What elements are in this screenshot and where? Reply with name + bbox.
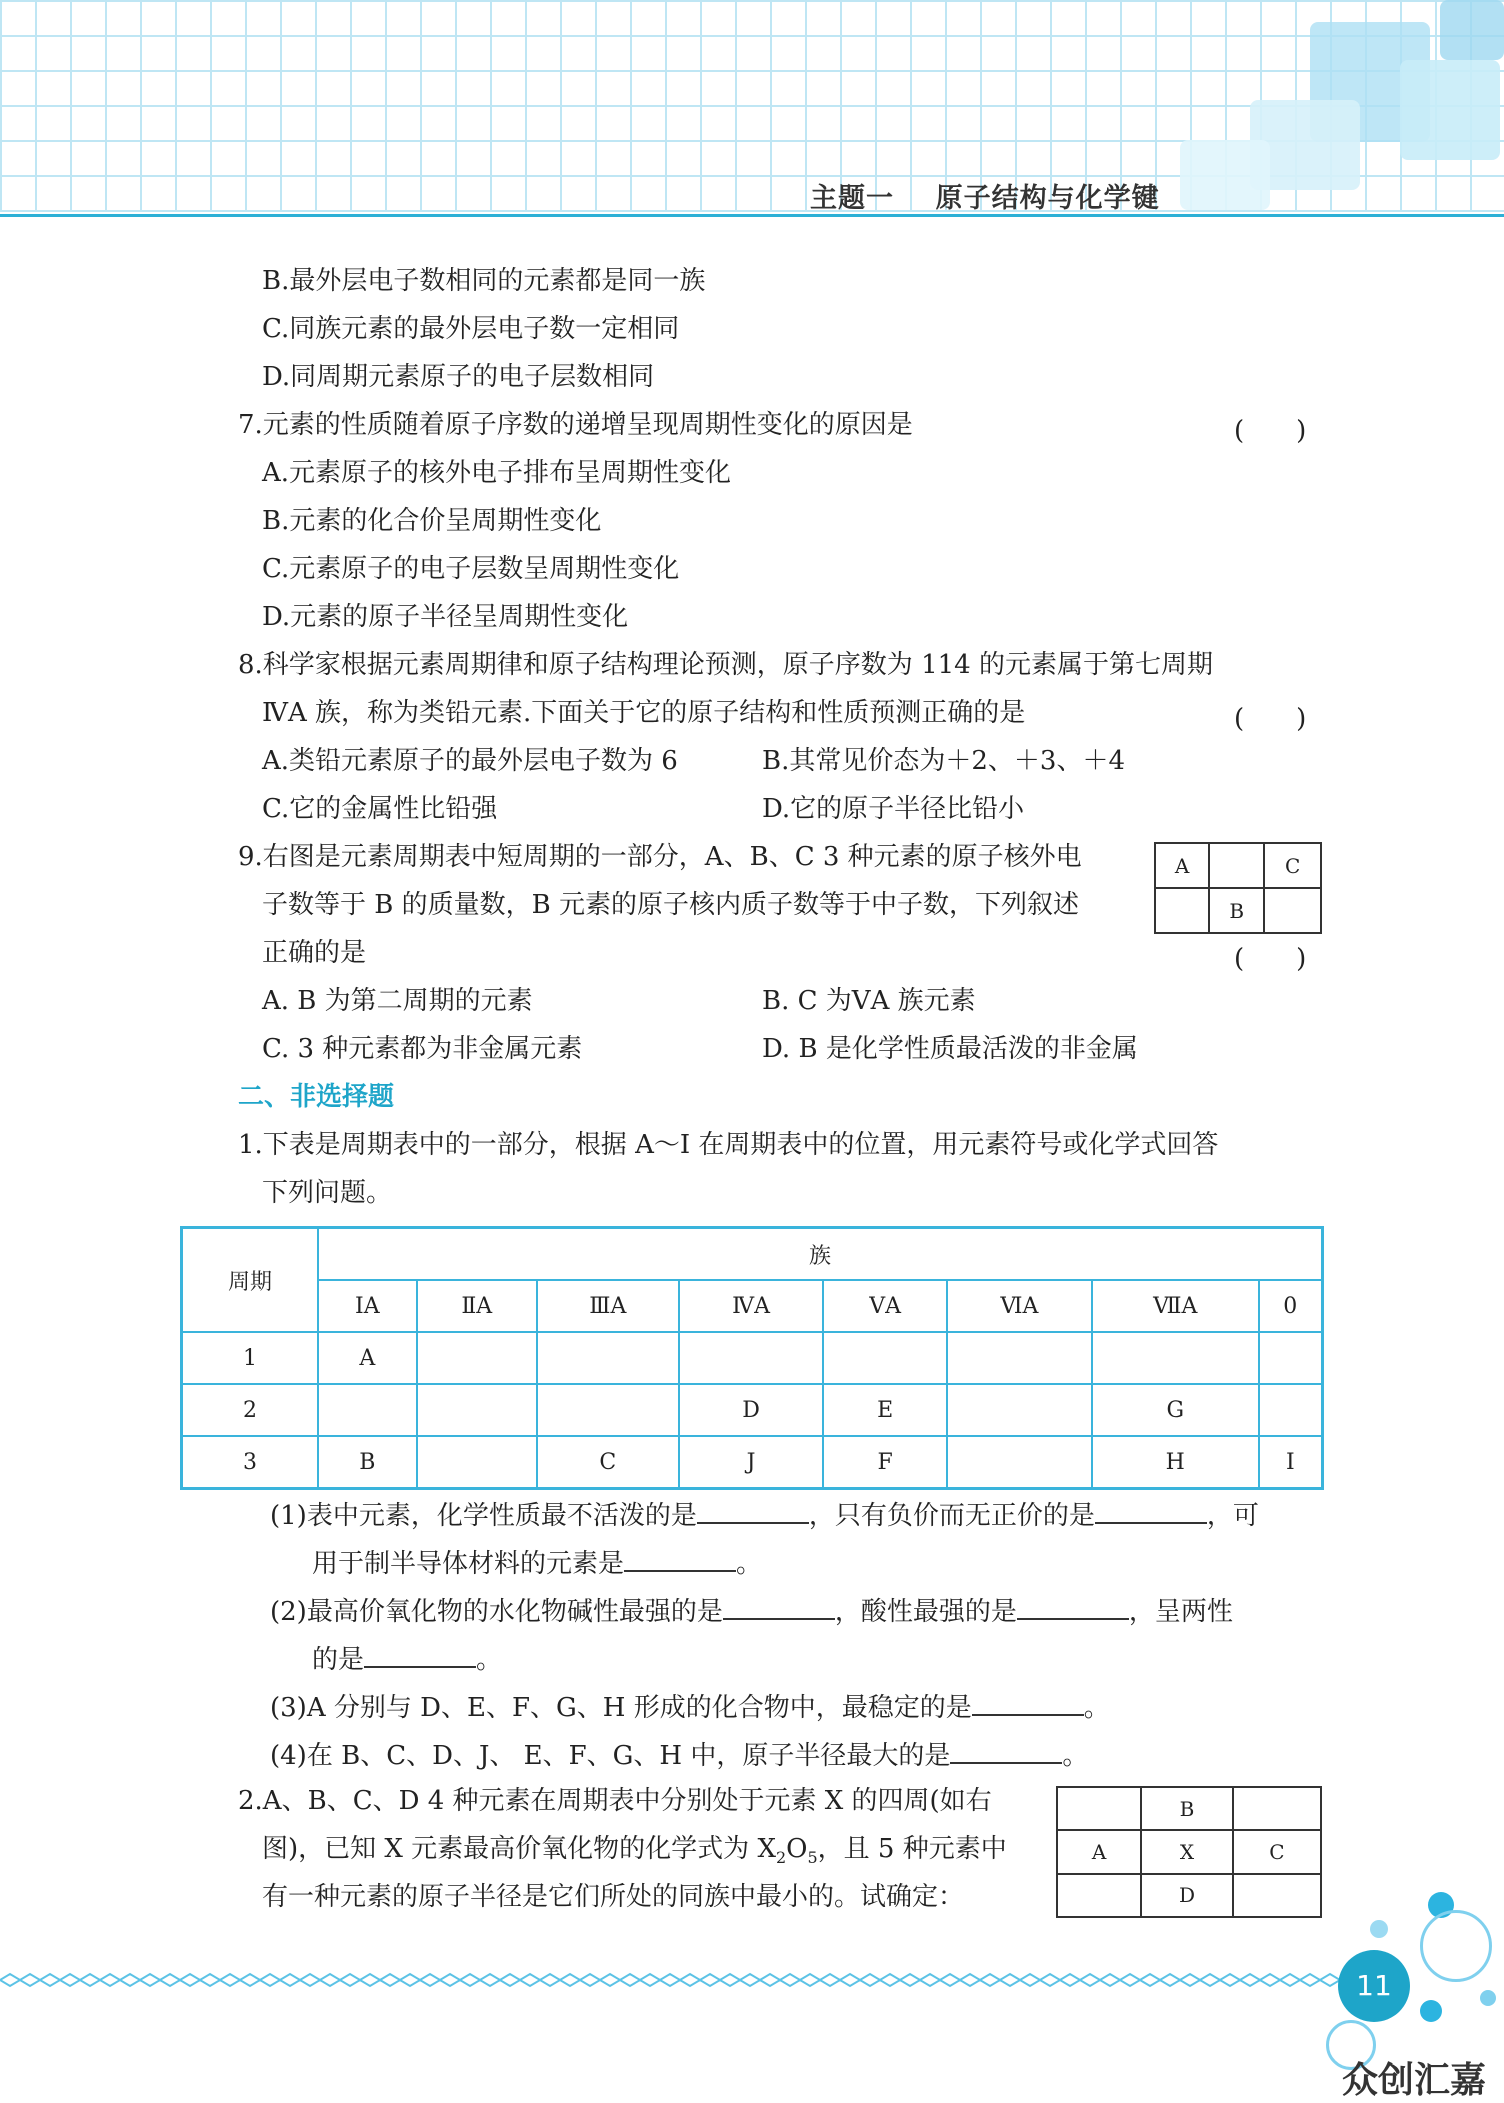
period-label: 2 [182, 1384, 319, 1436]
decor-ring [1420, 1910, 1492, 1982]
group-label: ⅤA [823, 1280, 947, 1332]
q8-option-d: D.它的原子半径比铅小 [762, 794, 1025, 824]
p2-grid-cell-d: D [1141, 1874, 1233, 1917]
table-cell [679, 1332, 824, 1384]
q7-option-d: D.元素的原子半径呈周期性变化 [262, 602, 629, 632]
q9-grid-cell [1209, 843, 1264, 888]
table-cell [318, 1384, 417, 1436]
q9-answer-paren: ( ) [1234, 944, 1307, 974]
p2-grid-cell [1233, 1874, 1321, 1917]
q9-grid-cell [1264, 888, 1321, 933]
q6-option-b: B.最外层电子数相同的元素都是同一族 [262, 266, 706, 296]
decor-cube [1440, 0, 1504, 60]
period-label: 1 [182, 1332, 319, 1384]
p2-element-grid [1056, 1786, 1322, 1918]
decor-cube [1180, 140, 1270, 210]
table-cell: H [1092, 1436, 1259, 1489]
table-cell [417, 1332, 537, 1384]
table-cell [417, 1384, 537, 1436]
table-row [182, 1332, 1323, 1384]
header-divider [0, 214, 1504, 217]
header-theme: 主题一 [810, 183, 894, 214]
watermark: 众创汇嘉 [1342, 2060, 1487, 2101]
table-cell: D [679, 1384, 824, 1436]
group-label: ⅥA [947, 1280, 1092, 1332]
subscript-5: 5 [807, 1848, 818, 1868]
q9-option-a: A. B 为第二周期的元素 [262, 986, 533, 1016]
sub2-text-b: ，酸性最强的是 [834, 1597, 1017, 1627]
answer-blank[interactable] [972, 1688, 1084, 1716]
table-cell: F [823, 1436, 947, 1489]
period-header: 周期 [182, 1228, 319, 1333]
table-cell: B [318, 1436, 417, 1489]
q7-stem: 7.元素的性质随着原子序数的递增呈现周期性变化的原因是 [238, 410, 913, 440]
q8-answer-paren: ( ) [1234, 704, 1307, 734]
p2-stem-line3: 有一种元素的原子半径是它们所处的同族中最小的。试确定： [262, 1882, 965, 1912]
q6-option-c: C.同族元素的最外层电子数一定相同 [262, 314, 680, 344]
sub4-text-a: (4)在 B、C、D、J、 E、F、G、H 中，原子半径最大的是 [270, 1741, 951, 1771]
p1-sub4 [270, 1736, 1088, 1773]
table-cell [947, 1384, 1092, 1436]
group-label: ⅣA [679, 1280, 824, 1332]
sub1-text-b: ，只有负价而无正价的是 [808, 1501, 1095, 1531]
q7-option-a: A.元素原子的核外电子排布呈周期性变化 [262, 458, 732, 488]
sub1-text-e: 。 [736, 1549, 763, 1579]
table-cell: A [318, 1332, 417, 1384]
sub2-text-c: ，呈两性 [1128, 1597, 1233, 1627]
table-cell: G [1092, 1384, 1259, 1436]
q8-option-b: B.其常见价态为＋2、＋3、＋4 [762, 746, 1125, 776]
p2-grid-cell-c: C [1233, 1830, 1321, 1873]
group-label: ⅦA [1092, 1280, 1259, 1332]
table-cell [537, 1332, 679, 1384]
answer-blank[interactable] [364, 1640, 476, 1668]
q8-option-a: A.类铅元素原子的最外层电子数为 6 [262, 746, 678, 776]
table-row [182, 1436, 1323, 1489]
answer-blank[interactable] [697, 1496, 809, 1524]
group-label: ⅡA [417, 1280, 537, 1332]
p2-text-c: ，且 5 种元素中 [817, 1834, 1007, 1864]
q9-stem-line2: 子数等于 B 的质量数，B 元素的原子核内质子数等于中子数，下列叙述 [262, 890, 1080, 920]
p2-text-a: 图)，已知 X 元素最高价氧化物的化学式为 X [262, 1834, 776, 1864]
q9-grid-cell-c: C [1264, 843, 1321, 888]
header-title: 原子结构与化学键 [935, 183, 1160, 214]
sub3-text-a: (3)A 分别与 D、E、F、G、H 形成的化合物中，最稳定的是 [270, 1693, 972, 1723]
p2-grid-cell-a: A [1057, 1830, 1141, 1873]
section-title: 二、非选择题 [238, 1082, 395, 1112]
sub2-text-a: (2)最高价氧化物的水化物碱性最强的是 [270, 1597, 723, 1627]
q8-stem-line2: ⅣA 族，称为类铅元素.下面关于它的原子结构和性质预测正确的是 [262, 698, 1026, 728]
decor-dot [1420, 2000, 1442, 2022]
sub2-text-e: 。 [476, 1645, 503, 1675]
p2-grid-cell-x: X [1141, 1830, 1233, 1873]
answer-blank[interactable] [950, 1736, 1062, 1764]
periodic-table [180, 1226, 1324, 1490]
table-cell [823, 1332, 947, 1384]
p2-text-o: O [786, 1834, 808, 1864]
sub3-text-b: 。 [1083, 1693, 1110, 1723]
q9-stem-line3: 正确的是 [262, 938, 367, 968]
q7-answer-paren: ( ) [1234, 416, 1307, 446]
table-cell [1092, 1332, 1259, 1384]
table-cell: J [679, 1436, 824, 1489]
p2-stem-line2 [262, 1832, 1007, 1875]
answer-blank[interactable] [1017, 1592, 1129, 1620]
q9-grid-cell-a: A [1155, 843, 1209, 888]
q8-stem-line1: 8.科学家根据元素周期律和原子结构理论预测，原子序数为 114 的元素属于第七周期 [238, 650, 1213, 680]
table-cell [1259, 1384, 1323, 1436]
group-label: ⅢA [537, 1280, 679, 1332]
decor-dot [1370, 1920, 1388, 1938]
q9-element-grid [1154, 842, 1322, 934]
q9-grid-cell [1155, 888, 1209, 933]
sub2-text-d: 的是 [312, 1645, 365, 1675]
table-cell [537, 1384, 679, 1436]
sub4-text-b: 。 [1062, 1741, 1089, 1771]
page-header [810, 176, 1160, 215]
q9-option-d: D. B 是化学性质最活泼的非金属 [762, 1034, 1138, 1064]
table-cell [417, 1436, 537, 1489]
decor-cube [1400, 60, 1500, 160]
p1-stem-line2: 下列问题。 [262, 1178, 393, 1208]
q9-option-b: B. C 为ⅤA 族元素 [762, 986, 976, 1016]
sub1-text-d: 用于制半导体材料的元素是 [312, 1549, 625, 1579]
p1-sub2-line2 [312, 1640, 502, 1677]
p1-sub1-line2 [312, 1544, 762, 1581]
p2-grid-cell [1057, 1874, 1141, 1917]
group-label: ⅠA [318, 1280, 417, 1332]
sub1-text-a: (1)表中元素，化学性质最不活泼的是 [270, 1501, 697, 1531]
period-label: 3 [182, 1436, 319, 1489]
q6-option-d: D.同周期元素原子的电子层数相同 [262, 362, 655, 392]
p1-sub1-line1 [270, 1496, 1259, 1533]
table-cell: I [1259, 1436, 1323, 1489]
answer-blank[interactable] [723, 1592, 835, 1620]
table-row [182, 1384, 1323, 1436]
p2-grid-cell [1233, 1787, 1321, 1830]
answer-blank[interactable] [624, 1544, 736, 1572]
group-label: 0 [1259, 1280, 1323, 1332]
p2-grid-cell [1057, 1787, 1141, 1830]
q9-stem-line1: 9.右图是元素周期表中短周期的一部分，A、B、C 3 种元素的原子核外电 [238, 842, 1082, 872]
subscript-2: 2 [775, 1848, 787, 1868]
p1-stem-line1: 1.下表是周期表中的一部分，根据 A～I 在周期表中的位置，用元素符号或化学式回答 [238, 1130, 1219, 1160]
p1-sub2-line1 [270, 1592, 1233, 1629]
q7-option-c: C.元素原子的电子层数呈周期性变化 [262, 554, 680, 584]
page-number: 11 [1338, 1950, 1410, 2022]
table-cell: C [537, 1436, 679, 1489]
p1-sub3 [270, 1688, 1110, 1725]
p2-stem-line1: 2.A、B、C、D 4 种元素在周期表中分别处于元素 X 的四周(如右 [238, 1786, 992, 1816]
sub1-text-c: ，可 [1206, 1501, 1259, 1531]
q7-option-b: B.元素的化合价呈周期性变化 [262, 506, 602, 536]
table-cell [947, 1332, 1092, 1384]
table-cell [947, 1436, 1092, 1489]
q9-grid-cell-b: B [1209, 888, 1264, 933]
footer-wave-border [0, 1972, 1340, 1988]
group-row [182, 1280, 1323, 1332]
group-header: 族 [318, 1228, 1323, 1281]
table-cell: E [823, 1384, 947, 1436]
q9-option-c: C. 3 种元素都为非金属元素 [262, 1034, 583, 1064]
decor-dot [1480, 1990, 1496, 2006]
table-cell [1259, 1332, 1323, 1384]
answer-blank[interactable] [1095, 1496, 1207, 1524]
p2-grid-cell-b: B [1141, 1787, 1233, 1830]
q8-option-c: C.它的金属性比铅强 [262, 794, 498, 824]
